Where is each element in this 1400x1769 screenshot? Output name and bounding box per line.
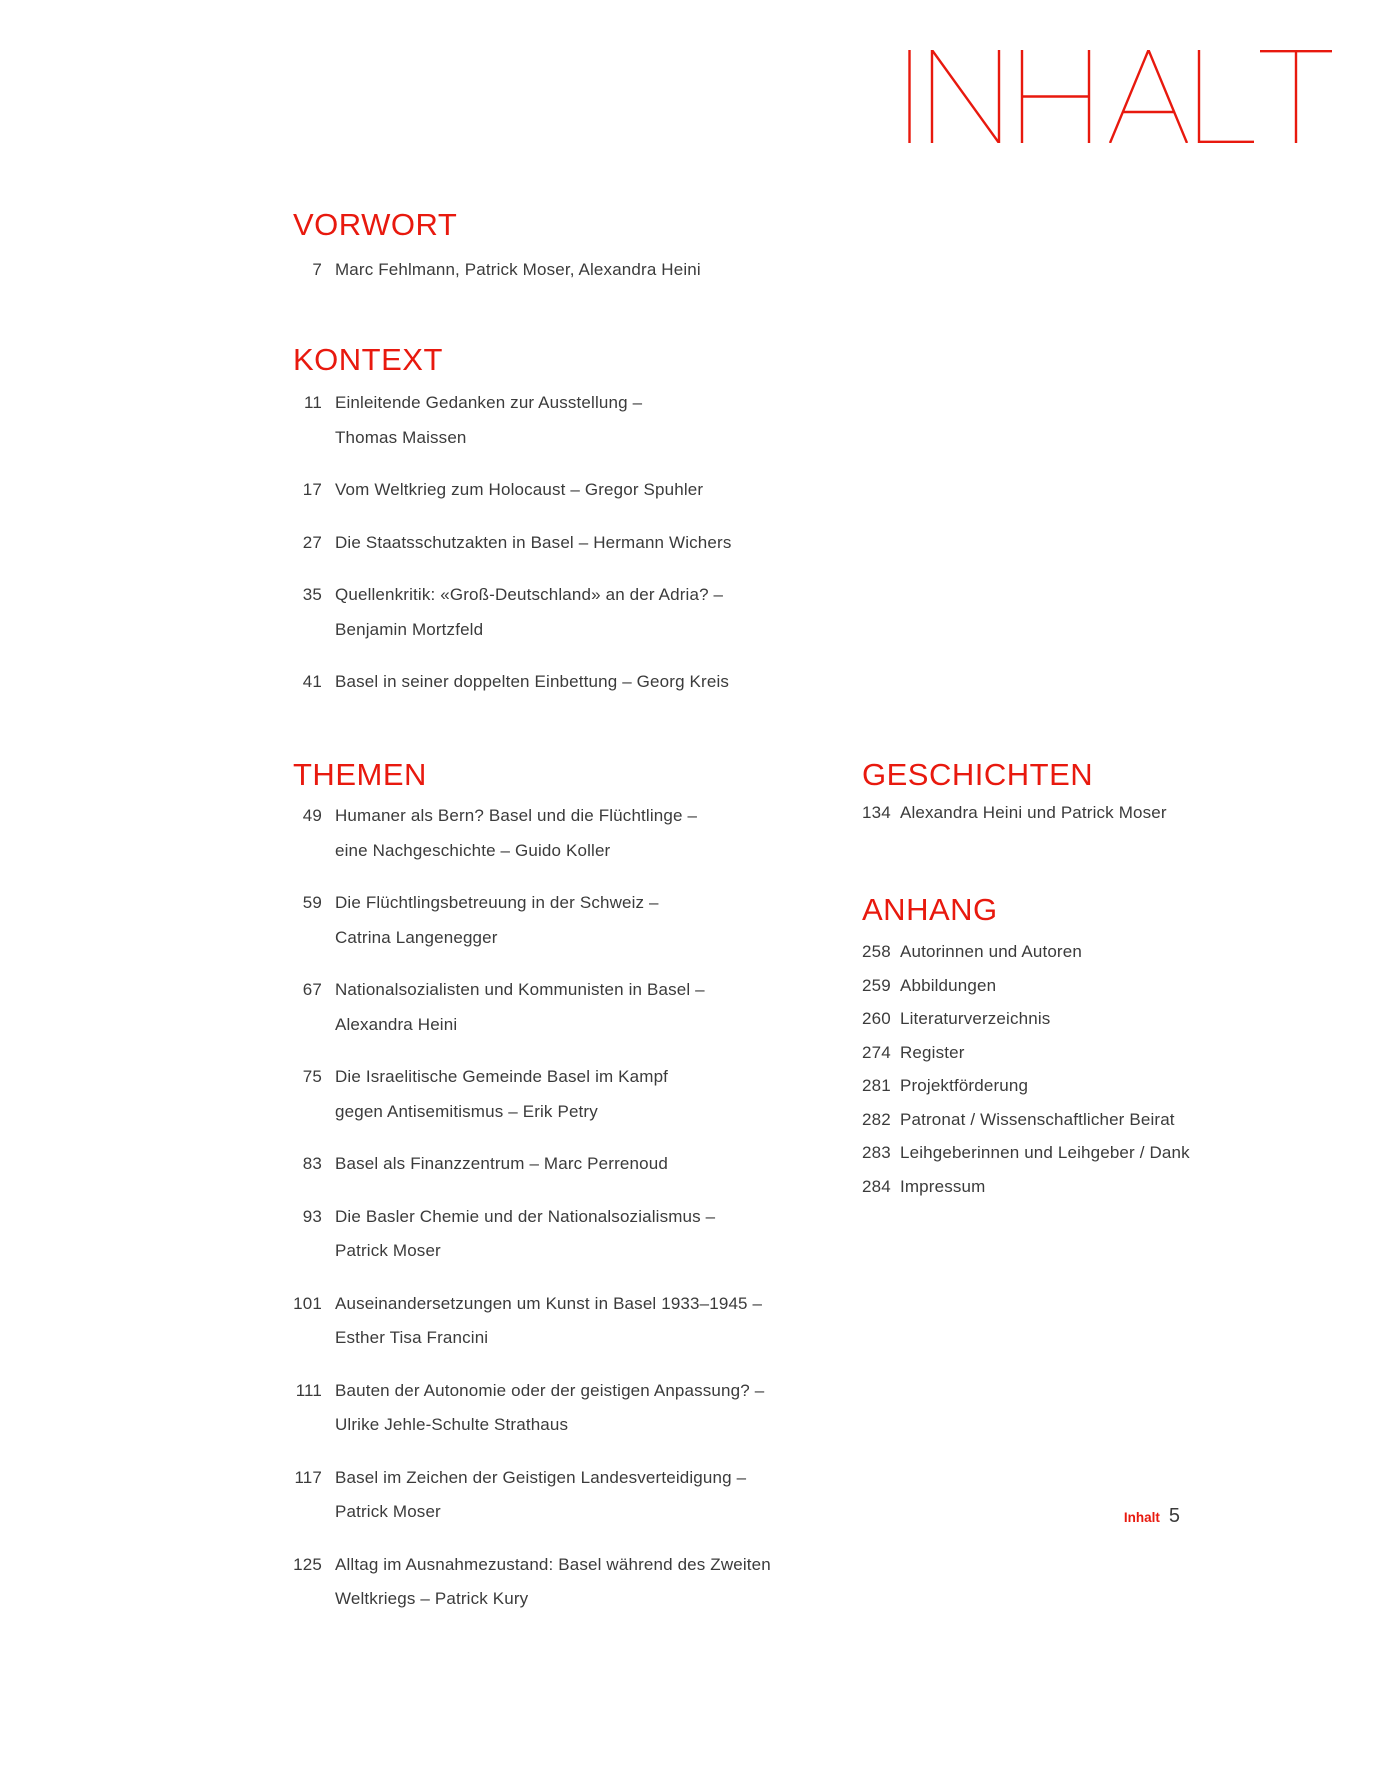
entry-title <box>335 973 705 1042</box>
section-entries <box>862 935 1362 1203</box>
entry-title-line: Abbildungen <box>900 975 997 995</box>
entry-title <box>335 1548 771 1617</box>
section-heading-geschichten: GESCHICHTEN <box>862 757 1094 792</box>
entry-title-line: Basel in seiner doppelten Einbettung – Georg Kreis <box>335 672 730 691</box>
toc-entry <box>293 1548 933 1617</box>
footer-page-number: 5 <box>1168 1505 1180 1527</box>
entry-title-line: Die Flüchtlingsbetreuung in der Schweiz – <box>335 893 659 912</box>
entry-page-number: 49 <box>302 806 322 825</box>
toc-entry <box>293 1287 933 1356</box>
entry-title <box>900 969 996 1003</box>
toc-entry <box>862 1002 1362 1036</box>
entry-title <box>335 473 703 508</box>
entry-title-line: Patrick Moser <box>335 1502 441 1521</box>
toc-entry <box>293 886 933 955</box>
entry-title-line: Die Israelitische Gemeinde Basel im Kampf <box>335 1067 669 1086</box>
entry-title-line: Basel im Zeichen der Geistigen Landesverteidigung – <box>335 1467 747 1487</box>
toc-entry <box>862 969 1362 1003</box>
entry-title <box>335 1200 715 1269</box>
entry-page-number: 282 <box>862 1109 891 1129</box>
entry-title-line: Leihgeberinnen und Leihgeber / Dank <box>900 1143 1190 1162</box>
toc-entry <box>293 526 933 561</box>
entry-title-line: Projektförderung <box>900 1076 1029 1095</box>
toc-entry <box>293 386 933 455</box>
entry-page-number: 259 <box>862 975 891 995</box>
toc-entry <box>862 1069 1362 1103</box>
toc-entry <box>862 935 1362 969</box>
entry-title-line: Quellenkritik: «Groß-Deutschland» an der Adria? – <box>335 585 724 604</box>
entry-title <box>900 796 1167 831</box>
entry-page-number: 59 <box>302 893 322 912</box>
entry-page-number: 260 <box>862 1009 891 1028</box>
toc-entry <box>862 1036 1362 1070</box>
entry-title-line: Alltag im Ausnahmezustand: Basel während des Zweiten <box>335 1554 771 1574</box>
toc-entry <box>293 1147 933 1182</box>
inhalt-title <box>908 50 1332 143</box>
section-anhang <box>862 894 1362 1203</box>
entry-title-line: eine Nachgeschichte – Guido Koller <box>335 840 611 860</box>
entry-page-number: 7 <box>312 260 322 279</box>
entry-title-line: Register <box>900 1042 965 1062</box>
section-vorwort <box>293 209 933 288</box>
toc-entry <box>293 473 933 508</box>
entry-title <box>335 1374 764 1443</box>
entry-title <box>335 253 701 288</box>
entry-page-number: 283 <box>862 1143 891 1162</box>
entry-title-line: Impressum <box>900 1176 986 1196</box>
entry-title <box>900 1103 1175 1137</box>
entry-title-line: Patrick Moser <box>335 1241 441 1260</box>
entry-page-number: 27 <box>302 532 322 552</box>
section-kontext <box>293 344 933 700</box>
section-heading-anhang: ANHANG <box>862 892 998 927</box>
entry-title <box>335 886 659 955</box>
toc-entry <box>862 1136 1362 1170</box>
entry-title-line: Die Staatsschutzakten in Basel – Hermann Wichers <box>335 532 732 552</box>
entry-page-number: 17 <box>302 480 322 499</box>
entry-title-line: Literaturverzeichnis <box>900 1009 1051 1028</box>
entry-page-number: 93 <box>302 1206 322 1226</box>
entry-title <box>900 1170 985 1204</box>
entry-title <box>335 799 697 868</box>
entry-title <box>900 1036 965 1070</box>
section-entries <box>293 253 933 288</box>
toc-entry <box>293 1374 933 1443</box>
entry-title <box>900 1136 1190 1170</box>
entry-title-line: Marc Fehlmann, Patrick Moser, Alexandra Heini <box>335 260 701 279</box>
entry-title-line: Bauten der Autonomie oder der geistigen Anpassung? – <box>335 1380 765 1400</box>
entry-title <box>900 1069 1028 1103</box>
entry-title <box>335 1461 746 1530</box>
section-entries <box>862 796 1362 831</box>
section-entries <box>293 799 933 1617</box>
entry-page-number: 67 <box>302 980 322 999</box>
entry-page-number: 35 <box>302 585 322 604</box>
entry-title-line: Patronat / Wissenschaftlicher Beirat <box>900 1109 1175 1129</box>
toc-entry <box>862 796 1362 831</box>
section-heading-kontext: KONTEXT <box>293 342 443 377</box>
entry-title-line: Einleitende Gedanken zur Ausstellung – <box>335 393 643 412</box>
entry-title-line: Autorinnen und Autoren <box>900 942 1082 961</box>
entry-title-line: Weltkriegs – Patrick Kury <box>335 1589 529 1608</box>
toc-entry <box>293 1461 933 1530</box>
toc-entry <box>862 1170 1362 1204</box>
section-entries <box>293 386 933 700</box>
section-heading-vorwort: VORWORT <box>293 207 458 242</box>
footer-section-label: Inhalt <box>1123 1510 1160 1525</box>
toc-entry <box>862 1103 1362 1137</box>
entry-title <box>335 665 729 700</box>
section-geschichten <box>862 759 1362 831</box>
entry-page-number: 111 <box>295 1380 322 1400</box>
entry-title-line: Thomas Maissen <box>335 427 467 447</box>
entry-title-line: gegen Antisemitismus – Erik Petry <box>335 1101 598 1121</box>
entry-title <box>335 1147 668 1182</box>
entry-title-line: Vom Weltkrieg zum Holocaust – Gregor Spuhler <box>335 480 704 499</box>
entry-title <box>335 1287 762 1356</box>
entry-page-number: 284 <box>862 1176 891 1196</box>
entry-page-number: 101 <box>293 1293 322 1313</box>
section-themen <box>293 759 933 1617</box>
entry-title-line: Nationalsozialisten und Kommunisten in Basel – <box>335 980 705 999</box>
entry-title <box>900 935 1082 969</box>
entry-title <box>900 1002 1050 1036</box>
toc-entry <box>293 578 933 647</box>
entry-title-line: Die Basler Chemie und der Nationalsozialismus – <box>335 1206 716 1226</box>
entry-page-number: 117 <box>294 1467 322 1487</box>
entry-title <box>335 1060 668 1129</box>
toc-entry <box>293 1200 933 1269</box>
toc-entry <box>293 799 933 868</box>
entry-page-number: 125 <box>293 1554 322 1574</box>
toc-entry <box>293 665 933 700</box>
entry-title-line: Benjamin Mortzfeld <box>335 619 484 639</box>
entry-page-number: 83 <box>302 1154 322 1173</box>
entry-title-line: Humaner als Bern? Basel und die Flüchtlinge – <box>335 806 698 825</box>
entry-page-number: 134 <box>862 803 891 822</box>
section-heading-themen: THEMEN <box>293 757 427 792</box>
entry-page-number: 274 <box>862 1042 891 1062</box>
entry-page-number: 258 <box>862 942 891 961</box>
entry-page-number: 75 <box>302 1067 322 1086</box>
entry-title <box>335 526 731 561</box>
toc-entry <box>293 253 933 288</box>
entry-title-line: Alexandra Heini <box>335 1014 458 1034</box>
toc-entry <box>293 973 933 1042</box>
entry-title <box>335 578 723 647</box>
entry-page-number: 11 <box>304 393 322 412</box>
entry-title-line: Esther Tisa Francini <box>335 1328 489 1347</box>
entry-page-number: 281 <box>862 1076 891 1095</box>
entry-page-number: 41 <box>302 672 322 691</box>
entry-title-line: Catrina Langenegger <box>335 927 498 947</box>
entry-title-line: Ulrike Jehle-Schulte Strathaus <box>335 1415 569 1434</box>
entry-title-line: Alexandra Heini und Patrick Moser <box>900 803 1167 822</box>
page-footer <box>1124 1505 1180 1528</box>
toc-entry <box>293 1060 933 1129</box>
entry-title-line: Basel als Finanzzentrum – Marc Perrenoud <box>335 1154 668 1173</box>
entry-title <box>335 386 642 455</box>
entry-title-line: Auseinandersetzungen um Kunst in Basel 1933–1945 – <box>335 1293 763 1313</box>
